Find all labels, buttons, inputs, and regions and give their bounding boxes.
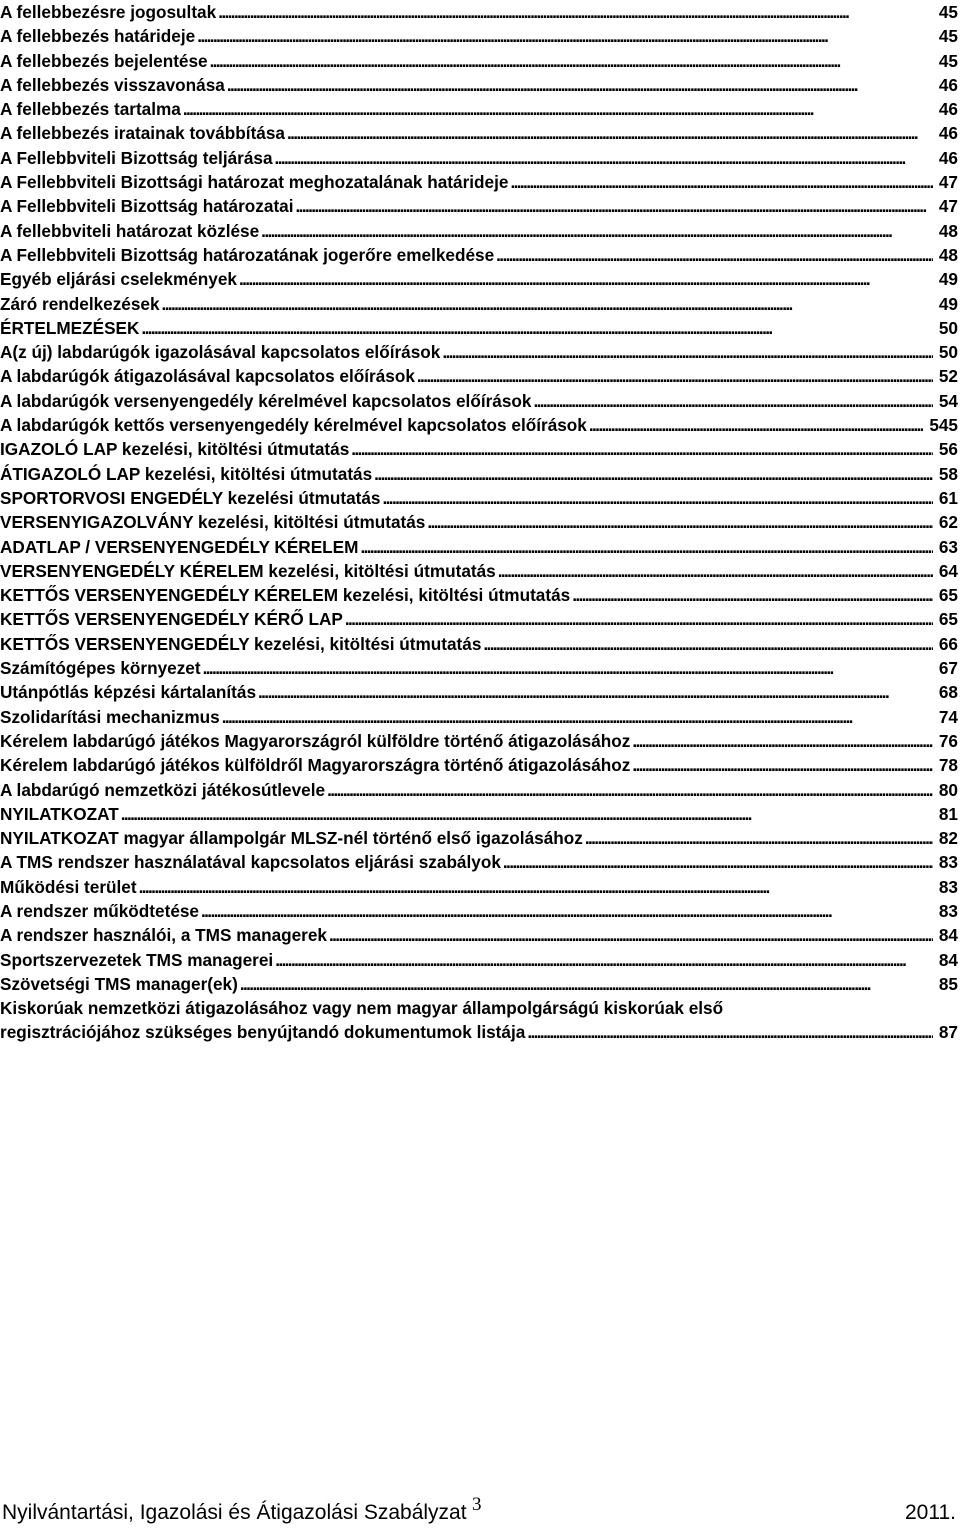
toc-entry[interactable]: [0, 510, 960, 534]
toc-entry-page: 61: [938, 487, 958, 508]
toc-entry-page: 46: [938, 123, 958, 144]
toc-entry[interactable]: [0, 49, 960, 73]
toc-entry-page: 81: [938, 803, 958, 824]
toc-entry-page: 50: [938, 342, 958, 363]
toc-entry[interactable]: [0, 923, 960, 947]
toc-dot-leader: [589, 413, 923, 437]
toc-dot-leader: [275, 146, 933, 170]
toc-dot-leader: [203, 656, 933, 680]
toc-entry-title-line1: Kiskorúak nemzetközi átigazolásához vagy nem magyar állampolgárságú kiskorúak első: [0, 998, 724, 1019]
toc-entry[interactable]: [0, 753, 960, 777]
toc-dot-leader: [183, 97, 933, 121]
toc-dot-leader: [527, 1020, 933, 1044]
toc-dot-leader: [121, 802, 933, 826]
toc-dot-leader: [239, 267, 933, 291]
toc-dot-leader: [503, 850, 933, 874]
footer-document-title: Nyilvántartási, Igazolási és Átigazolási Szabályzat: [2, 1501, 467, 1524]
toc-entry-page: 54: [938, 390, 958, 411]
toc-entry[interactable]: [0, 292, 960, 316]
toc-dot-leader: [572, 583, 933, 607]
toc-entry-page: 47: [938, 172, 958, 193]
toc-entry[interactable]: [0, 607, 960, 631]
toc-dot-leader: [327, 778, 933, 802]
toc-entry-page: 65: [938, 585, 958, 606]
toc-entry-page: 66: [938, 633, 958, 654]
toc-entry-title: ÉRTELMEZÉSEK: [0, 317, 140, 338]
toc-dot-leader: [201, 899, 933, 923]
toc-dot-leader: [427, 510, 933, 534]
toc-entry[interactable]: [0, 437, 960, 461]
toc-entry-page: 49: [938, 293, 958, 314]
toc-entry-title: Számítógépes környezet: [0, 658, 201, 679]
toc-entry[interactable]: [0, 486, 960, 510]
toc-entry[interactable]: [0, 316, 960, 340]
toc-entry[interactable]: [0, 73, 960, 97]
toc-entry[interactable]: [0, 826, 960, 850]
toc-dot-leader: [345, 607, 933, 631]
toc-entry-page: 67: [938, 658, 958, 679]
toc-entry-page: 87: [938, 1022, 958, 1043]
toc-entry-title: KETTŐS VERSENYENGEDÉLY KÉRELEM kezelési, kitöltési útmutatás: [0, 585, 571, 606]
toc-entry-title: A labdarúgók kettős versenyengedély kérelmével kapcsolatos előírások: [0, 415, 587, 436]
toc-entry-page: 78: [938, 755, 958, 776]
toc-entry-page: 46: [938, 74, 958, 95]
toc-dot-leader: [227, 73, 933, 97]
toc-dot-leader: [632, 729, 933, 753]
toc-dot-leader: [483, 632, 932, 656]
toc-dot-leader: [218, 0, 933, 24]
toc-entry-page: 80: [938, 779, 958, 800]
toc-entry[interactable]: [0, 364, 960, 388]
toc-entry-page: 45: [938, 50, 958, 71]
toc-entry-title: Szolidarítási mechanizmus: [0, 706, 220, 727]
toc-dot-leader: [287, 121, 933, 145]
toc-entry-title: A fellebbezés határideje: [0, 26, 196, 47]
toc-dot-leader: [240, 972, 933, 996]
toc-entry-title: A(z új) labdarúgók igazolásával kapcsolatos előírások: [0, 342, 441, 363]
toc-entry-title: A Fellebbviteli Bizottsági határozat meghozatalának határideje: [0, 172, 509, 193]
toc-entry-page: 48: [938, 244, 958, 265]
toc-entry-title: Záró rendelkezések: [0, 293, 160, 314]
toc-entry[interactable]: [0, 850, 960, 874]
toc-entry-title: VERSENYIGAZOLVÁNY kezelési, kitöltési útmutatás: [0, 512, 426, 533]
toc-dot-leader: [498, 559, 933, 583]
toc-entry-page: 45: [938, 26, 958, 47]
toc-entry-title: Kérelem labdarúgó játékos Magyarországról külföldre történő átigazolásához: [0, 730, 631, 751]
toc-entry[interactable]: [0, 170, 960, 194]
toc-entry-page: 52: [938, 366, 958, 387]
toc-dot-leader: [329, 923, 933, 947]
toc-dot-leader: [351, 437, 933, 461]
toc-entry-page: 84: [938, 925, 958, 946]
toc-dot-leader: [162, 292, 933, 316]
toc-dot-leader: [374, 462, 933, 486]
toc-entry-title: A fellebbezés tartalma: [0, 99, 181, 120]
toc-entry-page: 63: [938, 536, 958, 557]
toc-entry-title: A fellebbezés iratainak továbbítása: [0, 123, 285, 144]
toc-entry-title: ÁTIGAZOLÓ LAP kezelési, kitöltési útmutatás: [0, 463, 373, 484]
toc-entry-page: 84: [938, 949, 958, 970]
page-footer: [0, 1494, 960, 1529]
toc-entry-title: A fellebbezés visszavonása: [0, 74, 225, 95]
toc-entry[interactable]: [0, 802, 960, 826]
toc-entry-line2: [0, 1020, 960, 1044]
toc-entry[interactable]: [0, 729, 960, 753]
toc-entry-title: A fellebbezés bejelentése: [0, 50, 208, 71]
toc-dot-leader: [496, 243, 933, 267]
toc-entry-page: 50: [938, 317, 958, 338]
toc-entry-page: 56: [938, 439, 958, 460]
toc-entry[interactable]: [0, 583, 960, 607]
toc-entry[interactable]: [0, 632, 960, 656]
toc-entry-page: 46: [938, 99, 958, 120]
toc-entry[interactable]: [0, 535, 960, 559]
toc-entry-title: Egyéb eljárási cselekmények: [0, 269, 237, 290]
toc-entry-title: A rendszer működtetése: [0, 900, 199, 921]
toc-entry[interactable]: [0, 194, 960, 218]
toc-entry[interactable]: [0, 656, 960, 680]
toc-entry-title: A labdarúgók versenyengedély kérelmével kapcsolatos előírások: [0, 390, 532, 411]
toc-entry-title: A labdarúgók átigazolásával kapcsolatos előírások: [0, 366, 415, 387]
toc-dot-leader: [141, 316, 932, 340]
toc-dot-leader: [383, 486, 933, 510]
toc-entry[interactable]: [0, 680, 960, 704]
toc-dot-leader: [442, 340, 933, 364]
toc-entry-page: 64: [938, 560, 958, 581]
toc-entry-title: KETTŐS VERSENYENGEDÉLY KÉRŐ LAP: [0, 609, 343, 630]
toc-dot-leader: [417, 364, 933, 388]
toc-entry-title: A fellebbviteli határozat közlése: [0, 220, 260, 241]
toc-entry-title: NYILATKOZAT magyar állampolgár MLSZ-nél történő első igazolásához: [0, 828, 583, 849]
toc-dot-leader: [210, 49, 933, 73]
toc-entry[interactable]: [0, 340, 960, 364]
toc-entry-page: 83: [938, 876, 958, 897]
toc-dot-leader: [222, 705, 933, 729]
toc-dot-leader: [632, 753, 933, 777]
toc-entry-page: 48: [938, 220, 958, 241]
toc-entry-title: IGAZOLÓ LAP kezelési, kitöltési útmutatás: [0, 439, 350, 460]
toc-entry[interactable]: [0, 705, 960, 729]
toc-entry-page: 85: [938, 973, 958, 994]
toc-dot-leader: [510, 170, 932, 194]
toc-entry[interactable]: [0, 778, 960, 802]
toc-dot-leader: [261, 219, 933, 243]
toc-entry[interactable]: [0, 996, 960, 1045]
toc-dot-leader: [585, 826, 933, 850]
toc-entry-title: KETTŐS VERSENYENGEDÉLY kezelési, kitöltési útmutatás: [0, 633, 482, 654]
toc-entry-title: A labdarúgó nemzetközi játékosútlevele: [0, 779, 326, 800]
toc-entry-title: Kérelem labdarúgó játékos külföldről Magyarországra történő átigazolásához: [0, 755, 631, 776]
toc-entry-page: 45: [938, 2, 958, 22]
toc-entry-title: VERSENYENGEDÉLY KÉRELEM kezelési, kitöltési útmutatás: [0, 560, 496, 581]
toc-entry[interactable]: [0, 97, 960, 121]
toc-entry-page: 62: [938, 512, 958, 533]
toc-entry-page: 545: [929, 415, 958, 436]
toc-entry-page: 47: [938, 196, 958, 217]
toc-entry-title: A rendszer használói, a TMS managerek: [0, 925, 327, 946]
toc-entry-page: 65: [938, 609, 958, 630]
toc-dot-leader: [296, 194, 933, 218]
toc-entry-title: A fellebbezésre jogosultak: [0, 2, 217, 22]
toc-entry[interactable]: [0, 948, 960, 972]
toc-entry[interactable]: [0, 267, 960, 291]
footer-year: 2011.: [905, 1501, 956, 1524]
toc-entry-page: 46: [938, 147, 958, 168]
toc-entry[interactable]: [0, 875, 960, 899]
toc-entry[interactable]: [0, 972, 960, 996]
toc-entry-title: A TMS rendszer használatával kapcsolatos eljárási szabályok: [0, 852, 501, 873]
toc-entry-page: 49: [938, 269, 958, 290]
toc-entry-page: 82: [938, 828, 958, 849]
toc-entry[interactable]: [0, 462, 960, 486]
toc-dot-leader: [197, 24, 933, 48]
toc-entry-title: Működési terület: [0, 876, 137, 897]
toc-entry[interactable]: [0, 121, 960, 145]
toc-dot-leader: [533, 389, 932, 413]
toc-entry-title: Sportszervezetek TMS managerei: [0, 949, 274, 970]
toc-entry-title: Szövetségi TMS manager(ek): [0, 973, 238, 994]
toc-dot-leader: [275, 948, 933, 972]
toc-entry-page: 68: [938, 682, 958, 703]
toc-entry-page: 76: [938, 730, 958, 751]
toc-entry[interactable]: [0, 243, 960, 267]
toc-entry-title: A Fellebbviteli Bizottság teljárása: [0, 147, 273, 168]
toc-entry[interactable]: [0, 899, 960, 923]
toc-entry-title: NYILATKOZAT: [0, 803, 119, 824]
footer-page-number: 3: [472, 1494, 482, 1515]
toc-entry-page: 74: [938, 706, 958, 727]
toc-entry-title: ADATLAP / VERSENYENGEDÉLY KÉRELEM: [0, 536, 359, 557]
toc-entry-page: 58: [938, 463, 958, 484]
toc-entry[interactable]: [0, 559, 960, 583]
toc-entry-title: Utánpótlás képzési kártalanítás: [0, 682, 256, 703]
toc-entry-page: 83: [938, 852, 958, 873]
toc-entry[interactable]: [0, 413, 960, 437]
toc-entry-title: A Fellebbviteli Bizottság határozatai: [0, 196, 294, 217]
toc-entry[interactable]: [0, 0, 960, 24]
toc-entry-title: A Fellebbviteli Bizottság határozatának jogerőre emelkedése: [0, 244, 495, 265]
toc-dot-leader: [360, 535, 932, 559]
toc-entry-page: 83: [938, 900, 958, 921]
toc-entry-title: SPORTORVOSI ENGEDÉLY kezelési útmutatás: [0, 487, 381, 508]
toc-dot-leader: [258, 680, 933, 704]
toc-entry[interactable]: [0, 389, 960, 413]
toc-entry-title-line2: regisztrációjához szükséges benyújtandó dokumentumok listája: [0, 1022, 526, 1043]
toc-entry[interactable]: [0, 146, 960, 170]
toc-dot-leader: [139, 875, 933, 899]
toc-entry[interactable]: [0, 24, 960, 48]
toc-entry[interactable]: [0, 219, 960, 243]
